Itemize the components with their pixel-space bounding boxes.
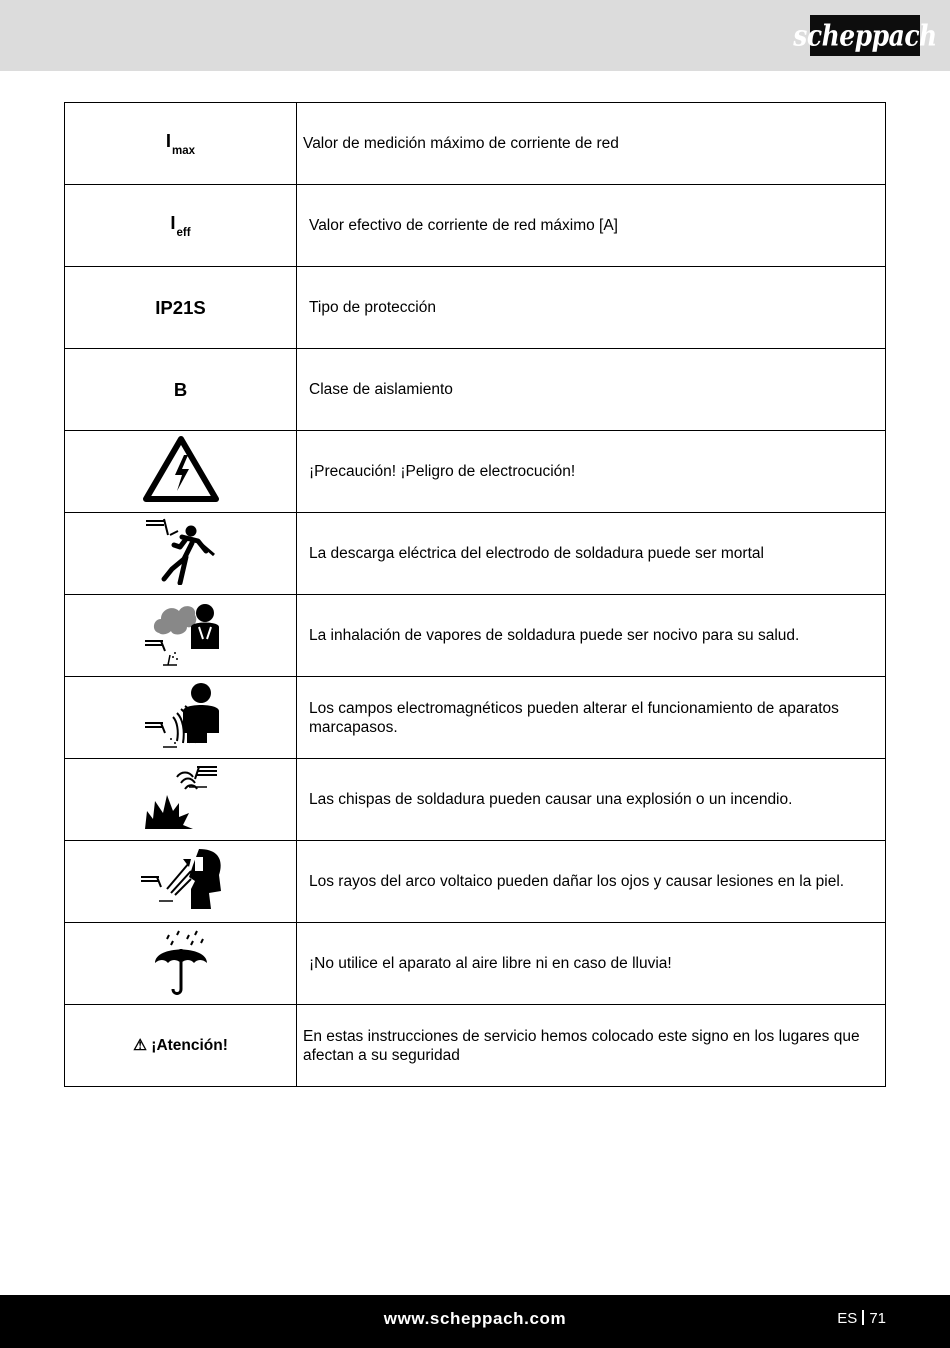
table-row xyxy=(65,431,886,513)
electric-shock-electrode-icon xyxy=(144,517,218,585)
table-row xyxy=(65,923,886,1005)
table-row xyxy=(65,1005,886,1087)
description-cell: Valor de medición máximo de corriente de red xyxy=(297,103,886,185)
symbol-cell xyxy=(65,759,297,841)
table-row xyxy=(65,267,886,349)
umbrella-rain-icon xyxy=(151,927,211,995)
electromagnetic-fields-icon xyxy=(143,681,219,749)
description-cell: Las chispas de soldadura pueden causar una explosión o un incendio. xyxy=(297,759,886,841)
ieff-symbol: $I_{eff}$ xyxy=(170,212,191,239)
symbol-cell xyxy=(65,103,297,185)
description-cell: ¡No utilice el aparato al aire libre ni en caso de lluvia! xyxy=(297,923,886,1005)
symbol-table xyxy=(64,102,886,1087)
description-cell: La descarga eléctrica del electrodo de soldadura puede ser mortal xyxy=(297,513,886,595)
table-row xyxy=(65,349,886,431)
table-row xyxy=(65,595,886,677)
table-row xyxy=(65,103,886,185)
table-row xyxy=(65,677,886,759)
symbol-cell xyxy=(65,349,297,431)
page-number: 71 xyxy=(869,1310,886,1327)
symbol-cell xyxy=(65,677,297,759)
language-code: ES xyxy=(837,1310,858,1327)
symbol-cell xyxy=(65,1005,297,1087)
description-cell: ¡Precaución! ¡Peligro de electrocución! xyxy=(297,431,886,513)
description-cell: Tipo de protección xyxy=(297,267,886,349)
electric-hazard-triangle-icon xyxy=(142,435,220,503)
scheppach-logo xyxy=(793,15,937,56)
symbol-cell xyxy=(65,267,297,349)
symbol-cell xyxy=(65,923,297,1005)
footer-bar xyxy=(0,1295,950,1348)
symbol-cell xyxy=(65,431,297,513)
attention-symbol: ⚠ ¡Atención! xyxy=(133,1037,228,1054)
insulation-class-symbol: B xyxy=(173,378,188,400)
symbol-cell xyxy=(65,185,297,267)
sparks-explosion-icon xyxy=(143,763,219,831)
footer-url: www.scheppach.com xyxy=(383,1309,567,1328)
description-cell: Valor efectivo de corriente de red máximo [A] xyxy=(297,185,886,267)
symbol-cell xyxy=(65,513,297,595)
description-cell: Clase de aislamiento xyxy=(297,349,886,431)
table-row xyxy=(65,513,886,595)
description-cell: En estas instrucciones de servicio hemos colocado este signo en los lugares que afectan a su seguridad xyxy=(297,1005,886,1087)
protection-type-symbol: IP21S xyxy=(155,296,206,318)
logo-text: scheppach xyxy=(793,18,937,53)
page-indicator xyxy=(837,1310,886,1327)
imax-symbol: $I_{max}$ xyxy=(165,130,196,157)
table-row xyxy=(65,759,886,841)
page-separator xyxy=(862,1310,864,1325)
table-row xyxy=(65,841,886,923)
description-cell: Los campos electromagnéticos pueden alterar el funcionamiento de aparatos marcapasos. xyxy=(297,677,886,759)
description-cell: Los rayos del arco voltaico pueden dañar los ojos y causar lesiones en la piel. xyxy=(297,841,886,923)
symbol-cell xyxy=(65,595,297,677)
symbol-cell xyxy=(65,841,297,923)
description-cell: La inhalación de vapores de soldadura puede ser nocivo para su salud. xyxy=(297,595,886,677)
arc-rays-icon xyxy=(139,845,223,913)
welding-fumes-icon xyxy=(143,599,219,667)
table-row xyxy=(65,185,886,267)
